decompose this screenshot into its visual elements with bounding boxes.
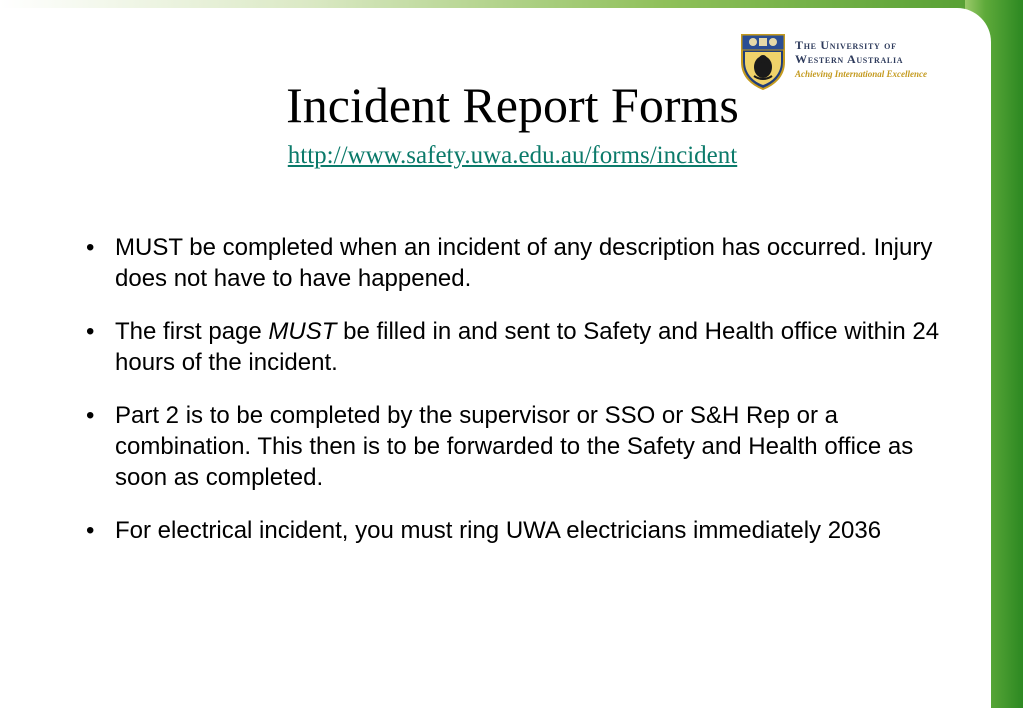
bullet-item [86, 515, 956, 546]
bullet-item [86, 232, 956, 294]
bullet-text-part: MUST be completed when an incident of any description has occurred. Injury does not have to have happened. [115, 234, 933, 292]
incident-forms-link[interactable]: http://www.safety.uwa.edu.au/forms/incident [287, 142, 738, 169]
bullet-text-part: The first page [115, 318, 269, 345]
bullet-dot-icon: • [86, 234, 95, 261]
bullet-text-part: For electrical incident, you must ring UWA electricians immediately 2036 [115, 517, 882, 544]
bullet-dot-icon: • [86, 402, 95, 429]
logo-text [795, 38, 957, 80]
bullet-item [86, 400, 956, 493]
logo-tagline: Achieving International Excellence [795, 69, 927, 79]
bullet-text [115, 515, 956, 546]
slide-title: Incident Report Forms [286, 77, 739, 133]
bullet-list [86, 232, 956, 568]
bullet-text-emphasis: MUST [268, 318, 337, 345]
bullet-text [115, 232, 956, 294]
logo-line-1: The University of [795, 38, 897, 52]
bullet-text [115, 400, 956, 493]
bullet-text [115, 316, 956, 378]
bullet-dot-icon: • [86, 318, 95, 345]
logo-line-2: Western Australia [795, 52, 904, 66]
bullet-dot-icon: • [86, 517, 95, 544]
bullet-text-part: Part 2 is to be completed by the supervisor or SSO or S&H Rep or a combination. This then is to be forwarded to the Safety and Health office as soon as completed. [115, 402, 914, 491]
bullet-item [86, 316, 956, 378]
bullet-text-part: be filled in and sent to Safety and Health office within 24 hours of the incident. [115, 318, 940, 376]
